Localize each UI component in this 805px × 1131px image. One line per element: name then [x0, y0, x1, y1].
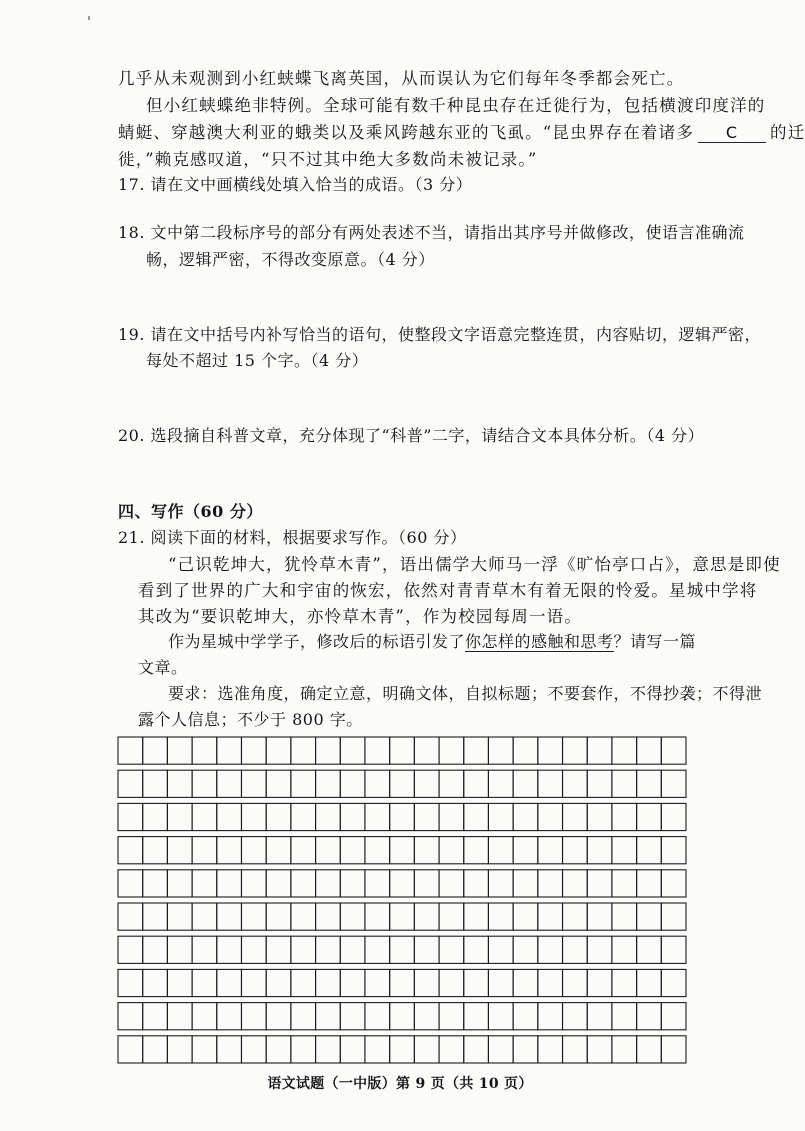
- grid-cell[interactable]: [266, 1003, 291, 1030]
- passage-line-3-end: 的迁: [770, 123, 805, 142]
- answer-grid[interactable]: [118, 731, 686, 1063]
- grid-cell[interactable]: [192, 969, 217, 996]
- grid-cell[interactable]: [538, 1036, 563, 1063]
- grid-cell[interactable]: [143, 1003, 168, 1030]
- grid-cell[interactable]: [365, 1003, 390, 1030]
- answer-blank: C: [698, 125, 766, 143]
- prompt-text: 作为星城中学学子，修改后的标语引发了: [168, 632, 466, 651]
- grid-cell[interactable]: [316, 837, 341, 864]
- grid-cell[interactable]: [241, 936, 266, 963]
- grid-cell[interactable]: [637, 936, 662, 963]
- grid-cell[interactable]: [118, 737, 143, 764]
- grid-cell[interactable]: [488, 969, 513, 996]
- grid-cell[interactable]: [143, 837, 168, 864]
- grid-cell[interactable]: [340, 837, 365, 864]
- grid-cell[interactable]: [488, 770, 513, 797]
- material-line-3: 其改为“要识乾坤大，亦怜草木青”，作为校园每周一语。: [138, 607, 583, 626]
- requirements-line-1: 要求：选准角度，确定立意，明确文体，自拟标题；不要套作，不得抄袭；不得泄: [168, 684, 763, 703]
- passage-line-1: 几乎从未观测到小红蛱蝶飞离英国，从而误认为它们每年冬季都会死亡。: [118, 69, 685, 88]
- grid-cell[interactable]: [167, 870, 192, 897]
- grid-cell[interactable]: [563, 969, 588, 996]
- grid-cell[interactable]: [414, 803, 439, 830]
- grid-cell[interactable]: [118, 770, 143, 797]
- passage-line-4: 徙，”赖克感叹道，“只不过其中绝大多数尚未被记录。”: [118, 150, 538, 169]
- grid-cell[interactable]: [390, 770, 415, 797]
- grid-cell[interactable]: [217, 837, 242, 864]
- grid-cell[interactable]: [563, 870, 588, 897]
- grid-cell[interactable]: [661, 1036, 686, 1063]
- grid-cell[interactable]: [587, 1003, 612, 1030]
- grid-cell[interactable]: [513, 1003, 538, 1030]
- grid-cell[interactable]: [439, 770, 464, 797]
- grid-cell[interactable]: [192, 903, 217, 930]
- grid-cell[interactable]: [513, 903, 538, 930]
- question-19-line-2: 每处不超过 15 个字。（4 分）: [146, 351, 369, 370]
- grid-cell[interactable]: [340, 1036, 365, 1063]
- grid-cell[interactable]: [340, 803, 365, 830]
- grid-cell[interactable]: [118, 1036, 143, 1063]
- grid-cell[interactable]: [587, 870, 612, 897]
- grid-cell[interactable]: [266, 837, 291, 864]
- grid-cell[interactable]: [414, 936, 439, 963]
- grid-cell[interactable]: [167, 770, 192, 797]
- grid-cell[interactable]: [563, 737, 588, 764]
- grid-cell[interactable]: [217, 737, 242, 764]
- grid-cell[interactable]: [365, 803, 390, 830]
- grid-cell[interactable]: [143, 870, 168, 897]
- grid-cell[interactable]: [390, 1036, 415, 1063]
- grid-cell[interactable]: [563, 903, 588, 930]
- grid-cell[interactable]: [340, 936, 365, 963]
- grid-cell[interactable]: [439, 903, 464, 930]
- grid-cell[interactable]: [464, 936, 489, 963]
- grid-cell[interactable]: [365, 936, 390, 963]
- grid-cell[interactable]: [143, 936, 168, 963]
- grid-cell[interactable]: [167, 803, 192, 830]
- material-line-1: “己识乾坤大，犹怜草木青”，语出儒学大师马一浮《旷怡亭口占》，意思是即使: [168, 555, 781, 574]
- grid-cell[interactable]: [538, 737, 563, 764]
- grid-cell[interactable]: [390, 936, 415, 963]
- question-18-line-1: 18. 文中第二段标序号的部分有两处表述不当，请指出其序号并做修改，使语言准确流: [118, 223, 745, 242]
- grid-cell[interactable]: [365, 1036, 390, 1063]
- grid-cell[interactable]: [563, 770, 588, 797]
- grid-cell[interactable]: [538, 969, 563, 996]
- grid-cell[interactable]: [192, 770, 217, 797]
- grid-cell[interactable]: [365, 969, 390, 996]
- grid-cell[interactable]: [488, 1036, 513, 1063]
- grid-cell[interactable]: [167, 936, 192, 963]
- scan-mark: [88, 16, 90, 20]
- grid-cell[interactable]: [464, 803, 489, 830]
- grid-cell[interactable]: [414, 737, 439, 764]
- grid-cell[interactable]: [241, 770, 266, 797]
- grid-cell[interactable]: [316, 1003, 341, 1030]
- grid-cell[interactable]: [464, 870, 489, 897]
- grid-cell[interactable]: [612, 870, 637, 897]
- grid-cell[interactable]: [637, 803, 662, 830]
- grid-cell[interactable]: [291, 936, 316, 963]
- grid-cell[interactable]: [538, 936, 563, 963]
- grid-cell[interactable]: [241, 969, 266, 996]
- grid-cell[interactable]: [661, 803, 686, 830]
- grid-cell[interactable]: [118, 1003, 143, 1030]
- grid-cell[interactable]: [513, 803, 538, 830]
- grid-cell[interactable]: [661, 770, 686, 797]
- grid-cell[interactable]: [563, 803, 588, 830]
- grid-cell[interactable]: [513, 936, 538, 963]
- grid-cell[interactable]: [661, 1003, 686, 1030]
- grid-cell[interactable]: [192, 1036, 217, 1063]
- question-20: 20. 选段摘自科普文章，充分体现了“科普”二字，请结合文本具体分析。（4 分）: [118, 426, 705, 445]
- grid-cell[interactable]: [661, 969, 686, 996]
- grid-cell[interactable]: [217, 1036, 242, 1063]
- grid-cell[interactable]: [464, 969, 489, 996]
- passage-line-3-text: 蜻蜓、穿越澳大利亚的蛾类以及乘风跨越东亚的飞虱。“昆虫界存在着诸多: [118, 123, 695, 142]
- grid-cell[interactable]: [291, 770, 316, 797]
- grid-cell[interactable]: [143, 1036, 168, 1063]
- grid-cell[interactable]: [488, 837, 513, 864]
- grid-cell[interactable]: [464, 837, 489, 864]
- grid-cell[interactable]: [365, 837, 390, 864]
- grid-cell[interactable]: [266, 936, 291, 963]
- grid-cell[interactable]: [661, 870, 686, 897]
- grid-cell[interactable]: [118, 936, 143, 963]
- question-17: 17. 请在文中画横线处填入恰当的成语。（3 分）: [118, 175, 473, 194]
- grid-cell[interactable]: [217, 770, 242, 797]
- grid-cell[interactable]: [143, 803, 168, 830]
- grid-cell[interactable]: [563, 837, 588, 864]
- grid-cell[interactable]: [316, 770, 341, 797]
- grid-cell[interactable]: [291, 1003, 316, 1030]
- grid-cell[interactable]: [390, 803, 415, 830]
- grid-cell[interactable]: [538, 837, 563, 864]
- question-19-line-1: 19. 请在文中括号内补写恰当的语句，使整段文字语意完整连贯，内容贴切，逻辑严密，: [118, 325, 762, 344]
- grid-cell[interactable]: [291, 803, 316, 830]
- grid-cell[interactable]: [316, 803, 341, 830]
- grid-cell[interactable]: [414, 770, 439, 797]
- grid-cell[interactable]: [587, 969, 612, 996]
- grid-cell[interactable]: [612, 737, 637, 764]
- grid-cell[interactable]: [587, 770, 612, 797]
- grid-cell[interactable]: [464, 1036, 489, 1063]
- grid-cell[interactable]: [637, 969, 662, 996]
- grid-cell[interactable]: [192, 936, 217, 963]
- grid-cell[interactable]: [118, 870, 143, 897]
- grid-cell[interactable]: [587, 737, 612, 764]
- grid-cell[interactable]: [143, 903, 168, 930]
- grid-cell[interactable]: [439, 837, 464, 864]
- grid-cell[interactable]: [612, 1036, 637, 1063]
- grid-cell[interactable]: [241, 870, 266, 897]
- grid-cell[interactable]: [661, 737, 686, 764]
- grid-cell[interactable]: [414, 837, 439, 864]
- grid-cell[interactable]: [538, 770, 563, 797]
- grid-cell[interactable]: [143, 737, 168, 764]
- grid-cell[interactable]: [241, 737, 266, 764]
- grid-cell[interactable]: [414, 870, 439, 897]
- grid-cell[interactable]: [316, 936, 341, 963]
- grid-cell[interactable]: [414, 1003, 439, 1030]
- grid-cell[interactable]: [291, 903, 316, 930]
- grid-cell[interactable]: [241, 837, 266, 864]
- requirements-line-2: 露个人信息；不少于 800 字。: [138, 710, 363, 729]
- grid-cell[interactable]: [637, 903, 662, 930]
- grid-cell[interactable]: [439, 803, 464, 830]
- grid-cell[interactable]: [488, 1003, 513, 1030]
- grid-cell[interactable]: [266, 969, 291, 996]
- grid-cell[interactable]: [637, 770, 662, 797]
- grid-cell[interactable]: [414, 903, 439, 930]
- grid-cell[interactable]: [390, 737, 415, 764]
- grid-cell[interactable]: [266, 770, 291, 797]
- prompt-text-end: ？请写一篇: [613, 632, 697, 651]
- grid-cell[interactable]: [266, 870, 291, 897]
- grid-cell[interactable]: [118, 803, 143, 830]
- grid-cell[interactable]: [464, 1003, 489, 1030]
- grid-cell[interactable]: [241, 1003, 266, 1030]
- grid-cell[interactable]: [291, 969, 316, 996]
- prompt-line-1: [168, 629, 696, 652]
- grid-cell[interactable]: [217, 803, 242, 830]
- grid-cell[interactable]: [464, 903, 489, 930]
- grid-cell[interactable]: [143, 969, 168, 996]
- prompt-underlined: 你怎样的感触和思考: [465, 632, 614, 651]
- grid-cell[interactable]: [439, 1036, 464, 1063]
- grid-cell[interactable]: [513, 837, 538, 864]
- grid-cell[interactable]: [390, 837, 415, 864]
- grid-cell[interactable]: [414, 969, 439, 996]
- grid-cell[interactable]: [291, 870, 316, 897]
- passage-line-2: 但小红蛱蝶绝非特例。全球可能有数千种昆虫存在迁徙行为，包括横渡印度洋的: [146, 96, 766, 115]
- grid-cell[interactable]: [143, 770, 168, 797]
- grid-cell[interactable]: [612, 1003, 637, 1030]
- grid-cell[interactable]: [316, 969, 341, 996]
- grid-cell[interactable]: [217, 1003, 242, 1030]
- grid-cell[interactable]: [365, 737, 390, 764]
- grid-cell[interactable]: [291, 737, 316, 764]
- grid-cell[interactable]: [316, 870, 341, 897]
- grid-cell[interactable]: [291, 837, 316, 864]
- grid-cell[interactable]: [118, 969, 143, 996]
- grid-cell[interactable]: [316, 903, 341, 930]
- grid-cell[interactable]: [340, 737, 365, 764]
- grid-cell[interactable]: [340, 1003, 365, 1030]
- grid-cell[interactable]: [241, 903, 266, 930]
- grid-cell[interactable]: [316, 1036, 341, 1063]
- grid-cell[interactable]: [587, 803, 612, 830]
- passage-line-3: [118, 119, 805, 143]
- grid-cell[interactable]: [266, 1036, 291, 1063]
- grid-cell[interactable]: [217, 936, 242, 963]
- grid-cell[interactable]: [637, 1003, 662, 1030]
- grid-cell[interactable]: [612, 770, 637, 797]
- grid-cell[interactable]: [513, 737, 538, 764]
- page-footer: 语文试题（一中版）第 9 页（共 10 页）: [267, 1076, 533, 1092]
- grid-cell[interactable]: [241, 1036, 266, 1063]
- grid-cell[interactable]: [439, 737, 464, 764]
- grid-cell[interactable]: [488, 903, 513, 930]
- grid-cell[interactable]: [167, 837, 192, 864]
- grid-cell[interactable]: [167, 737, 192, 764]
- grid-cell[interactable]: [464, 737, 489, 764]
- grid-cell[interactable]: [439, 870, 464, 897]
- grid-cell[interactable]: [563, 1036, 588, 1063]
- grid-cell[interactable]: [192, 1003, 217, 1030]
- grid-cell[interactable]: [587, 1036, 612, 1063]
- grid-cell[interactable]: [661, 936, 686, 963]
- grid-cell[interactable]: [513, 969, 538, 996]
- prompt-line-2: 文章。: [138, 658, 188, 677]
- grid-cell[interactable]: [266, 903, 291, 930]
- grid-cell[interactable]: [167, 1036, 192, 1063]
- grid-cell[interactable]: [488, 936, 513, 963]
- grid-cell[interactable]: [464, 770, 489, 797]
- grid-cell[interactable]: [439, 936, 464, 963]
- grid-cell[interactable]: [488, 870, 513, 897]
- grid-cell[interactable]: [340, 903, 365, 930]
- question-21: 21. 阅读下面的材料，根据要求写作。（60 分）: [118, 528, 467, 547]
- grid-cell[interactable]: [661, 837, 686, 864]
- material-line-2: 看到了世界的广大和宇宙的恢宏，依然对青青草木有着无限的怜爱。星城中学将: [138, 581, 758, 600]
- grid-cell[interactable]: [217, 903, 242, 930]
- grid-cell[interactable]: [538, 870, 563, 897]
- grid-cell[interactable]: [266, 737, 291, 764]
- grid-cell[interactable]: [365, 770, 390, 797]
- grid-cell[interactable]: [414, 1036, 439, 1063]
- grid-cell[interactable]: [340, 770, 365, 797]
- grid-cell[interactable]: [192, 837, 217, 864]
- grid-cell[interactable]: [538, 1003, 563, 1030]
- grid-cell[interactable]: [538, 803, 563, 830]
- grid-cell[interactable]: [637, 737, 662, 764]
- grid-cell[interactable]: [488, 803, 513, 830]
- grid-cell[interactable]: [390, 903, 415, 930]
- grid-cell[interactable]: [612, 837, 637, 864]
- grid-cell[interactable]: [390, 969, 415, 996]
- grid-cell[interactable]: [365, 903, 390, 930]
- grid-cell[interactable]: [538, 903, 563, 930]
- writing-section-title: 四、写作（60 分）: [118, 502, 263, 521]
- grid-cell[interactable]: [390, 870, 415, 897]
- grid-cell[interactable]: [513, 770, 538, 797]
- grid-cell[interactable]: [217, 870, 242, 897]
- grid-cell[interactable]: [316, 737, 341, 764]
- grid-cell[interactable]: [439, 969, 464, 996]
- grid-cell[interactable]: [513, 1036, 538, 1063]
- grid-cell[interactable]: [563, 1003, 588, 1030]
- grid-cell[interactable]: [439, 1003, 464, 1030]
- grid-cell[interactable]: [266, 803, 291, 830]
- grid-cell[interactable]: [192, 737, 217, 764]
- grid-cell[interactable]: [488, 737, 513, 764]
- grid-cell[interactable]: [365, 870, 390, 897]
- grid-cell[interactable]: [661, 903, 686, 930]
- grid-cell[interactable]: [118, 903, 143, 930]
- grid-cell[interactable]: [637, 870, 662, 897]
- grid-cell[interactable]: [587, 936, 612, 963]
- grid-cell[interactable]: [563, 936, 588, 963]
- grid-cell[interactable]: [167, 1003, 192, 1030]
- grid-cell[interactable]: [513, 870, 538, 897]
- grid-cell[interactable]: [587, 837, 612, 864]
- grid-cell[interactable]: [340, 870, 365, 897]
- grid-cell[interactable]: [167, 969, 192, 996]
- grid-cell[interactable]: [192, 803, 217, 830]
- grid-cell[interactable]: [612, 903, 637, 930]
- grid-cell[interactable]: [637, 837, 662, 864]
- grid-cell[interactable]: [167, 903, 192, 930]
- grid-cell[interactable]: [217, 969, 242, 996]
- grid-cell[interactable]: [291, 1036, 316, 1063]
- grid-cell[interactable]: [192, 870, 217, 897]
- question-18-line-2: 畅，逻辑严密，不得改变原意。（4 分）: [146, 250, 435, 269]
- grid-cell[interactable]: [612, 936, 637, 963]
- grid-cell[interactable]: [241, 803, 266, 830]
- grid-cell[interactable]: [587, 903, 612, 930]
- grid-cell[interactable]: [612, 969, 637, 996]
- grid-cell[interactable]: [390, 1003, 415, 1030]
- grid-cell[interactable]: [118, 837, 143, 864]
- grid-cell[interactable]: [637, 1036, 662, 1063]
- grid-cell[interactable]: [612, 803, 637, 830]
- grid-cell[interactable]: [340, 969, 365, 996]
